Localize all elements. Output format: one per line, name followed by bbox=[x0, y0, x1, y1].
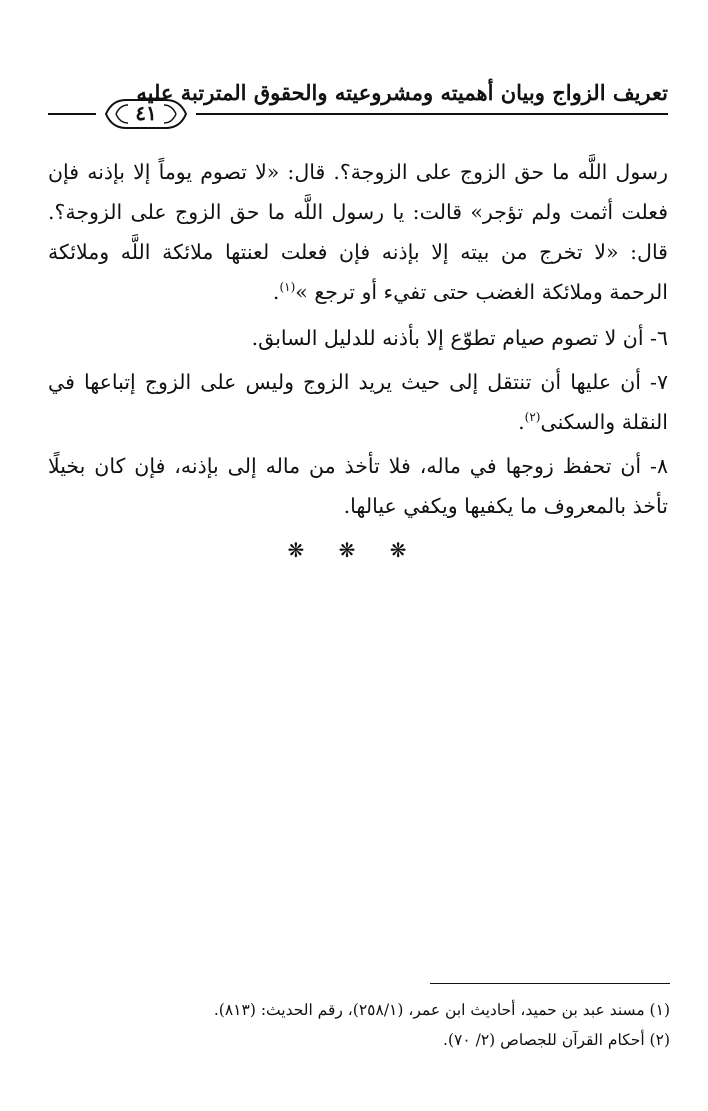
paragraph-end: . bbox=[272, 280, 280, 304]
list-item-8: ٨- أن تحفظ زوجها في ماله، فلا تأخذ من ماله إلى بإذنه، فإن كان بخيلًا تأخذ بالمعروف ما يكفيها ويكفي عيالها. bbox=[48, 454, 668, 518]
footnote-2: (٢) أحكام القرآن للجصاص (٢/ ٧٠). bbox=[443, 1031, 670, 1049]
header-rule-left bbox=[48, 113, 96, 115]
footnote-divider bbox=[430, 983, 670, 984]
list-item-7-end: . bbox=[518, 410, 525, 434]
running-header bbox=[48, 74, 668, 124]
list-item-7-text: ٧- أن عليها أن تنتقل إلى حيث يريد الزوج وليس على الزوج إتباعها في النقلة والسكنى bbox=[48, 370, 668, 434]
list-item-7 bbox=[48, 362, 668, 442]
footnote-ref-2: (٢) bbox=[524, 410, 541, 425]
footnote-ref-1: (١) bbox=[279, 280, 296, 295]
page-number: ٤١ bbox=[135, 101, 157, 125]
body-text bbox=[48, 152, 668, 530]
footnote-1: (١) مسند عبد بن حميد، أحاديث ابن عمر، (٢٥٨/١)، رقم الحديث: (٨١٣). bbox=[213, 1001, 670, 1019]
section-separator: ❋ ❋ ❋ bbox=[287, 538, 421, 562]
header-title: تعريف الزواج وبيان أهميته ومشروعيته والحقوق المترتبة عليه bbox=[136, 80, 668, 105]
header-rule bbox=[196, 113, 668, 115]
page-number-frame bbox=[100, 96, 192, 132]
list-item-6: ٦- أن لا تصوم صيام تطوّع إلا بأذنه للدليل السابق. bbox=[251, 326, 668, 350]
footnotes bbox=[48, 995, 670, 1055]
paragraph-hadith bbox=[48, 152, 668, 312]
paragraph-hadith-text: رسول اللَّه ما حق الزوج على الزوجة؟. قال: «لا تصوم يوماً إلا بإذنه فإن فعلت أثمت ولم تؤجر» قالت: يا رسول اللَّه ما حق الزوج على الزوجة؟. قال: «لا تخرج من بيته إلا بإذنه فإن فعلت لعنتها ملائكة اللَّه وملائكة الرحمة وملائكة الغضب حتى تفيء أو ترجع » bbox=[48, 160, 668, 304]
